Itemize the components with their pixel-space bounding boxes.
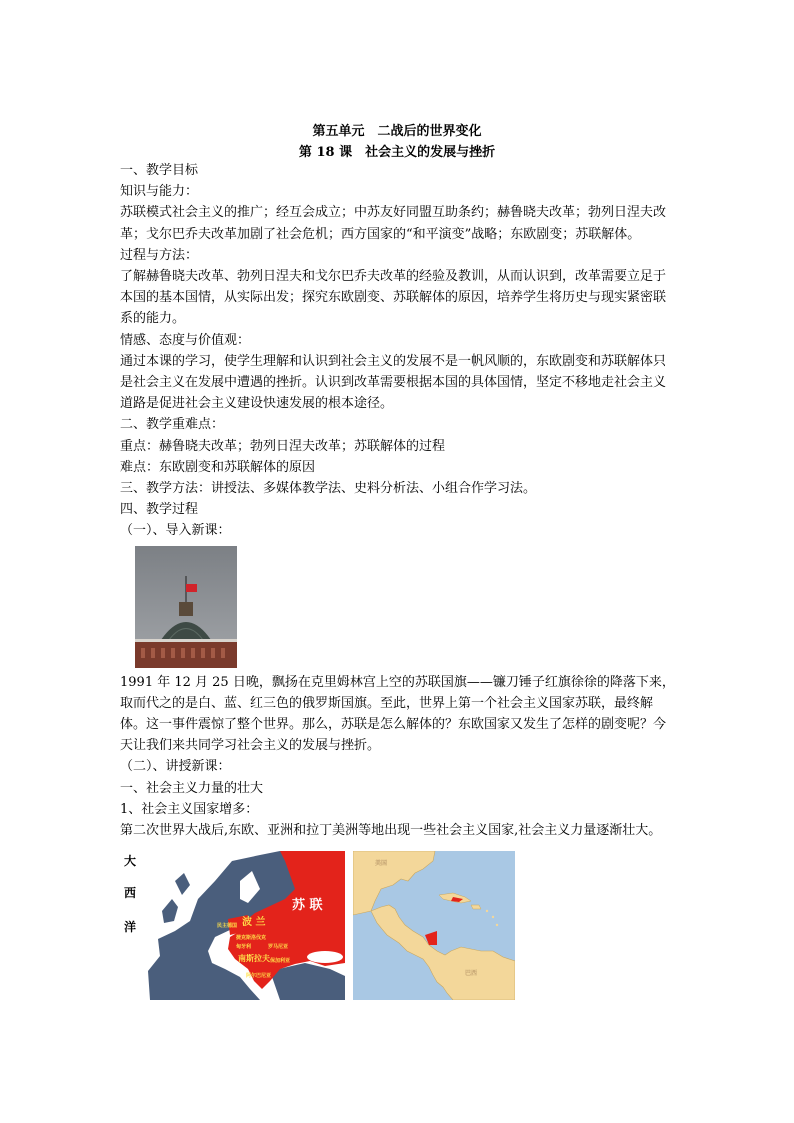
label-czech: 捷克斯洛伐克 (236, 935, 267, 942)
lesson-content (120, 160, 676, 1000)
part1-heading: 一、社会主义力量的壮大 (120, 780, 264, 796)
label-yugoslavia: 南斯拉夫 (238, 954, 270, 964)
ocean-char-2: 西 (124, 886, 137, 901)
section-heading-key-points: 二、教学重难点： (120, 417, 225, 433)
label-hungary: 匈牙利 (236, 944, 252, 951)
europe-map (120, 851, 345, 1000)
key-points-text: 重点：赫鲁晓夫改革；勃列日涅夫改革；苏联解体的过程 (120, 438, 446, 454)
maps-row (120, 851, 676, 1000)
unit-title: 第五单元 二战后的世界变化 (312, 124, 482, 139)
label-brazil: 巴西 (465, 970, 478, 978)
ocean-char-1: 大 (124, 854, 137, 869)
new-lesson-heading: （二）、讲授新课： (120, 759, 231, 775)
intro-heading: （一）、导入新课： (120, 523, 231, 539)
label-usa: 美国 (375, 860, 388, 868)
section-heading-methods: 三、教学方法：讲授法、多媒体教学法、史料分析法、小组合作学习法。 (120, 481, 537, 497)
americas-map-svg (353, 851, 515, 1000)
intro-text: 1991 年 12 月 25 日晚，飘扬在克里姆林宫上空的苏联国旗——镰刀锤子红旗徐徐的降落下来，取而代之的是白、蓝、红三色的俄罗斯国旗。至此，世界上第一个社会主义国家苏联，最终解体。这一事件震惊了整个世界。那么，苏联是怎么解体的？东欧国家又发生了怎样的剧变呢？今天让我们来共同学习社会主义的发展与挫折。 (120, 674, 675, 754)
label-romania: 罗马尼亚 (268, 944, 289, 951)
label-poland: 波 兰 (242, 917, 266, 929)
label-ussr: 苏 联 (292, 898, 323, 914)
process-label: 过程与方法： (120, 247, 199, 263)
difficult-points-text: 难点：东欧剧变和苏联解体的原因 (120, 459, 316, 475)
label-bulgaria: 保加利亚 (270, 958, 291, 965)
emotion-label: 情感、态度与价值观： (120, 332, 251, 348)
section-heading-objectives: 一、教学目标 (120, 163, 199, 178)
kremlin-photo-svg (135, 546, 237, 668)
sub1-text: 第二次世界大战后,东欧、亚洲和拉丁美洲等地出现一些社会主义国家,社会主义力量逐渐壮大。 (120, 823, 662, 839)
ocean-char-3: 洋 (124, 920, 137, 935)
sub1-heading: 1、社会主义国家增多： (120, 801, 259, 817)
lesson-title: 第 18 课 社会主义的发展与挫折 (298, 145, 496, 160)
label-albania: 阿尔巴尼亚 (246, 973, 272, 980)
label-east-germany: 民主德国 (217, 923, 238, 930)
knowledge-text: 苏联模式社会主义的推广；经互会成立；中苏友好同盟互助条约；赫鲁晓夫改革；勃列日涅夫改革；戈尔巴乔夫改革加剧了社会危机；西方国家的“和平演变”战略；东欧剧变；苏联解体。 (120, 205, 667, 242)
europe-map-svg (120, 851, 345, 1000)
section-heading-process: 四、教学过程 (120, 502, 199, 518)
process-text: 了解赫鲁晓夫改革、勃列日涅夫和戈尔巴乔夫改革的经验及教训，从而认识到，改革需要立足于本国的基本国情，从实际出发；探究东欧剧变、苏联解体的原因，培养学生将历史与现实紧密联系的能力。 (120, 269, 667, 327)
americas-map (353, 851, 515, 1000)
knowledge-label: 知识与能力： (120, 184, 199, 200)
emotion-text: 通过本课的学习，使学生理解和认识到社会主义的发展不是一帆风顺的，东欧剧变和苏联解体只是社会主义在发展中遭遇的挫折。认识到改革需要根据本国的具体国情，坚定不移地走社会主义道路是促进社会主义建设快速发展的根本途径。 (120, 353, 667, 412)
kremlin-flag-photo (135, 546, 237, 668)
